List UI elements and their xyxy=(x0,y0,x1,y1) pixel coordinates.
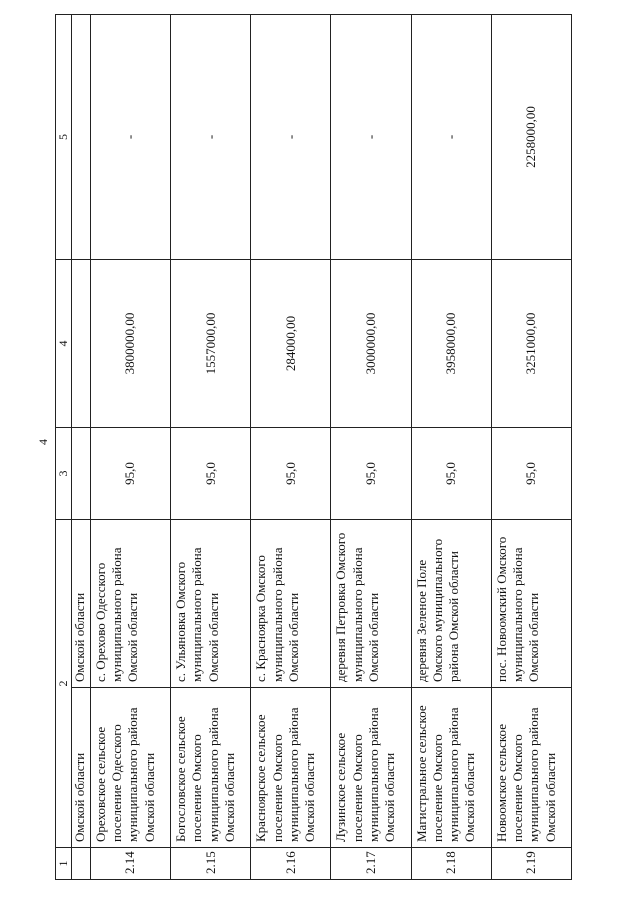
table-row xyxy=(251,15,331,880)
amount2-cell: - xyxy=(251,15,331,260)
amount-cell: 3800000,00 xyxy=(90,260,170,428)
locality-cell: пос. Новоомский Омского муниципального района Омской области xyxy=(491,520,571,688)
header-row xyxy=(56,15,72,880)
amount2-cell: - xyxy=(90,15,170,260)
header-col-1: 1 xyxy=(56,848,72,880)
amount-cell: 3000000,00 xyxy=(331,260,411,428)
amount2-cell: 2258000,00 xyxy=(491,15,571,260)
locality-cell: деревня Петровка Омского муниципального района Омской области xyxy=(331,520,411,688)
settlement-cell: Новоомское сельское поселение Омского муниципального района Омской области xyxy=(491,688,571,848)
budget-table xyxy=(55,14,572,880)
continuation-settlement-cell: Омской области xyxy=(72,688,91,848)
locality-cell: с. Ульяновка Омского муниципального района Омской области xyxy=(171,520,251,688)
continuation-amount2-cell xyxy=(72,15,91,260)
row-number-cell: 2.17 xyxy=(331,848,411,880)
locality-cell: с. Красноярка Омского муниципального района Омской области xyxy=(251,520,331,688)
header-col-4: 4 xyxy=(56,260,72,428)
percent-cell: 95,0 xyxy=(331,428,411,520)
percent-cell: 95,0 xyxy=(491,428,571,520)
amount2-cell: - xyxy=(171,15,251,260)
settlement-cell: Богословское сельское поселение Омского муниципального района Омской области xyxy=(171,688,251,848)
table-row xyxy=(331,15,411,880)
settlement-cell: Лузинское сельское поселение Омского муниципального района Омской области xyxy=(331,688,411,848)
amount-cell: 3251000,00 xyxy=(491,260,571,428)
row-number-cell: 2.18 xyxy=(411,848,491,880)
header-col-3: 3 xyxy=(56,428,72,520)
continuation-row xyxy=(72,15,91,880)
amount-cell: 284000,00 xyxy=(251,260,331,428)
continuation-percent-cell xyxy=(72,428,91,520)
row-number-cell: 2.14 xyxy=(90,848,170,880)
amount-cell: 1557000,00 xyxy=(171,260,251,428)
settlement-cell: Ореховское сельское поселение Одесского муниципального района Омской области xyxy=(90,688,170,848)
percent-cell: 95,0 xyxy=(411,428,491,520)
row-number-cell: 2.16 xyxy=(251,848,331,880)
page-number: 4 xyxy=(36,439,50,445)
percent-cell: 95,0 xyxy=(251,428,331,520)
continuation-locality-cell: Омской области xyxy=(72,520,91,688)
locality-cell: с. Орехово Одесского муниципального района Омской области xyxy=(90,520,170,688)
amount2-cell: - xyxy=(411,15,491,260)
table-row xyxy=(491,15,571,880)
amount2-cell: - xyxy=(331,15,411,260)
locality-cell: деревня Зеленое Поле Омского муниципального района Омской области xyxy=(411,520,491,688)
table-row xyxy=(171,15,251,880)
rotated-table-sheet xyxy=(55,15,572,880)
continuation-amount-cell xyxy=(72,260,91,428)
row-number-cell: 2.19 xyxy=(491,848,571,880)
continuation-num-cell xyxy=(72,848,91,880)
header-col-5: 5 xyxy=(56,15,72,260)
row-number-cell: 2.15 xyxy=(171,848,251,880)
table-row xyxy=(90,15,170,880)
table-row xyxy=(411,15,491,880)
settlement-cell: Магистральное сельское поселение Омского муниципального района Омской области xyxy=(411,688,491,848)
percent-cell: 95,0 xyxy=(90,428,170,520)
amount-cell: 3958000,00 xyxy=(411,260,491,428)
header-col-2: 2 xyxy=(56,520,72,848)
settlement-cell: Красноярское сельское поселение Омского муниципального района Омской области xyxy=(251,688,331,848)
percent-cell: 95,0 xyxy=(171,428,251,520)
